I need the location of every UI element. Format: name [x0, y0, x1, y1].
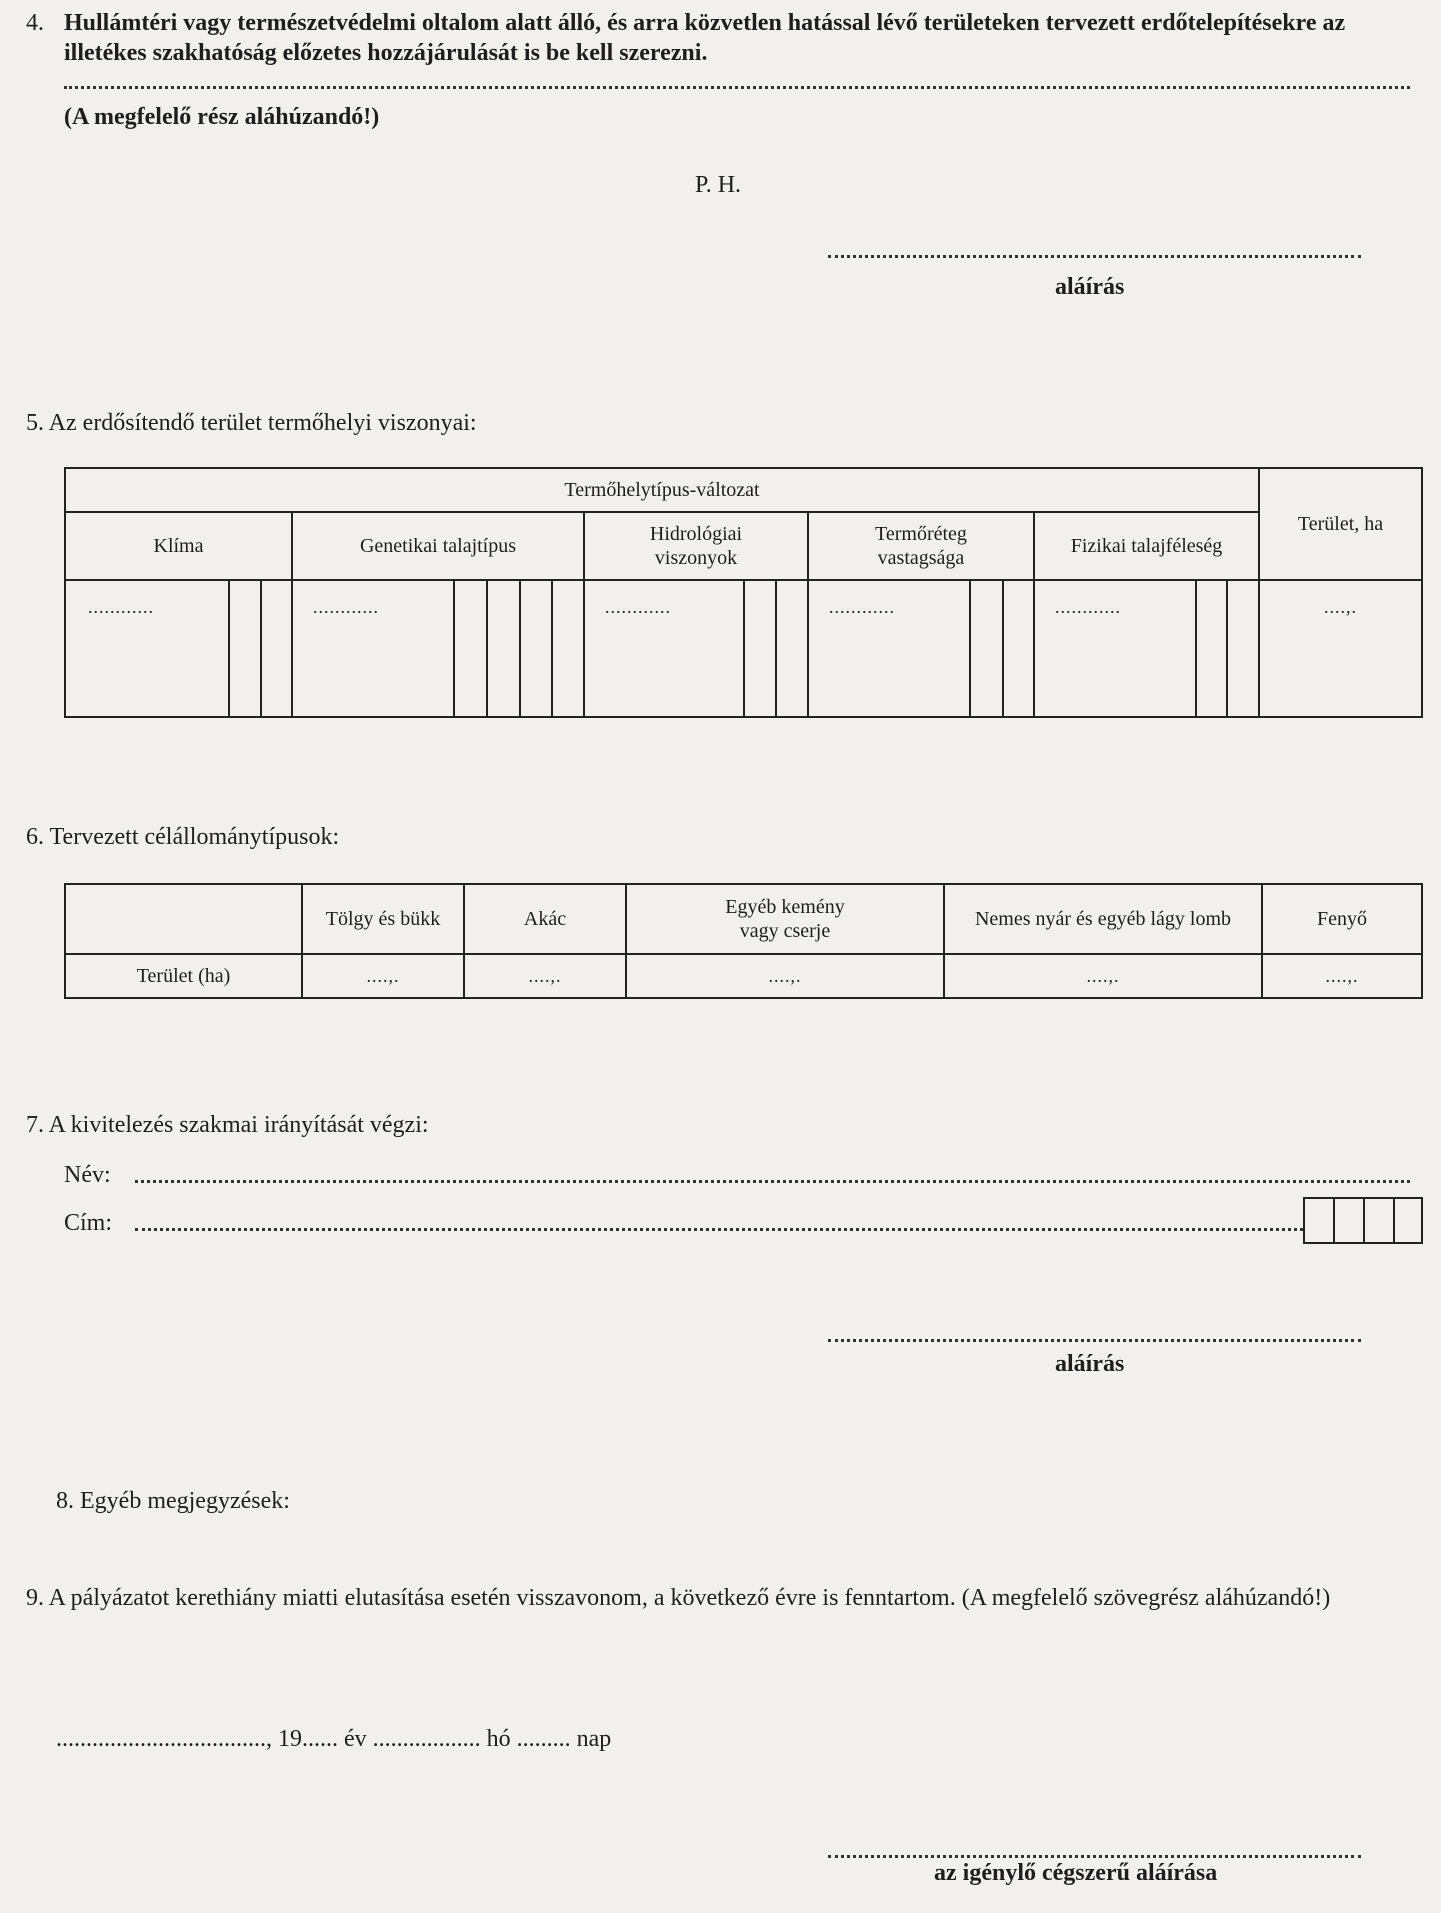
cell-oak-beech[interactable]: [302, 954, 464, 998]
section-7-heading: 7. A kivitelezés szakmai irányítását végzi:: [26, 1112, 429, 1138]
cell-placeholder: ....,.: [1325, 966, 1359, 986]
col-header-acacia: Akác: [464, 884, 626, 954]
target-stand-table: [64, 883, 1423, 999]
cell-acacia[interactable]: [464, 954, 626, 998]
site-conditions-table: [64, 467, 1423, 718]
col-header-conifer: Fenyő: [1262, 884, 1422, 954]
blank-header-cell: [65, 884, 302, 954]
col-header-genetic-soil-type: Genetikai talajtípus: [292, 512, 584, 580]
section-4-number: 4.: [26, 10, 44, 36]
signature-label-1: aláírás: [1055, 274, 1125, 300]
signature-label-3: az igénylő cégszerű aláírása: [934, 1860, 1218, 1886]
col-header-poplar-softwood: Nemes nyár és egyéb lágy lomb: [944, 884, 1262, 954]
site-type-group-header: Termőhelytípus-változat: [65, 468, 1259, 512]
climate-placeholder: ............: [88, 597, 154, 617]
col-header-hydrology: Hidrológiai viszonyok: [584, 512, 808, 580]
col-header-other-hardwood: Egyéb kemény vagy cserje: [626, 884, 944, 954]
section-4-dotted-line[interactable]: [64, 86, 1410, 89]
col-header-soil-depth: Termőréteg vastagsága: [808, 512, 1034, 580]
section-8-heading: 8. Egyéb megjegyzések:: [56, 1488, 290, 1514]
col-header-soil-texture: Fizikai talajféleség: [1034, 512, 1259, 580]
soil-depth-placeholder: ............: [829, 597, 895, 617]
section-6-heading: 6. Tervezett célállománytípusok:: [26, 824, 340, 850]
section-9-text: 9. A pályázatot kerethiány miatti elutasítása esetén visszavonom, a következő évre is fenntartom. (A megfelelő szövegrész aláhúzandó!): [26, 1585, 1331, 1611]
address-label: Cím:: [64, 1210, 113, 1236]
address-field-line[interactable]: [135, 1228, 1303, 1231]
genetic-soil-placeholder: ............: [313, 597, 379, 617]
postal-code-boxes[interactable]: [1303, 1197, 1423, 1244]
cell-poplar-softwood[interactable]: [944, 954, 1262, 998]
hydrology-cell[interactable]: [584, 580, 808, 717]
genetic-soil-cell[interactable]: [292, 580, 584, 717]
hydrology-placeholder: ............: [605, 597, 671, 617]
cell-placeholder: ....,.: [366, 966, 400, 986]
name-label: Név:: [64, 1162, 111, 1188]
signature-line-1[interactable]: [828, 255, 1361, 258]
cell-other-hardwood[interactable]: [626, 954, 944, 998]
cell-placeholder: ....,.: [768, 966, 802, 986]
section-5-heading: 5. Az erdősítendő terület termőhelyi viszonyai:: [26, 410, 477, 436]
cell-placeholder: ....,.: [1086, 966, 1120, 986]
name-field-line[interactable]: [135, 1180, 1410, 1183]
col-header-oak-beech: Tölgy és bükk: [302, 884, 464, 954]
cell-placeholder: ....,.: [528, 966, 562, 986]
signature-line-2[interactable]: [828, 1339, 1361, 1342]
section-4-text: Hullámtéri vagy természetvédelmi oltalom alatt álló, és arra közvetlen hatással lévő területeken tervezett erdőtelepítésekre az illetékes szakhatóság előzetes hozzájárulását is be kell szerezni.: [64, 10, 1346, 66]
soil-texture-placeholder: ............: [1055, 597, 1121, 617]
cell-conifer[interactable]: [1262, 954, 1422, 998]
signature-label-2: aláírás: [1055, 1351, 1125, 1377]
area-placeholder: ....,.: [1324, 597, 1358, 617]
row-label-area: Terület (ha): [65, 954, 302, 998]
section-4-note: (A megfelelő rész aláhúzandó!): [64, 104, 380, 130]
col-header-climate: Klíma: [65, 512, 292, 580]
stamp-label: P. H.: [695, 172, 742, 198]
area-cell[interactable]: [1259, 580, 1422, 717]
date-line[interactable]: ..................................., 19...... év .................. hó ......... nap: [56, 1726, 612, 1752]
area-header: Terület, ha: [1259, 468, 1422, 580]
soil-depth-cell[interactable]: [808, 580, 1034, 717]
climate-cell[interactable]: [65, 580, 292, 717]
soil-texture-cell[interactable]: [1034, 580, 1259, 717]
